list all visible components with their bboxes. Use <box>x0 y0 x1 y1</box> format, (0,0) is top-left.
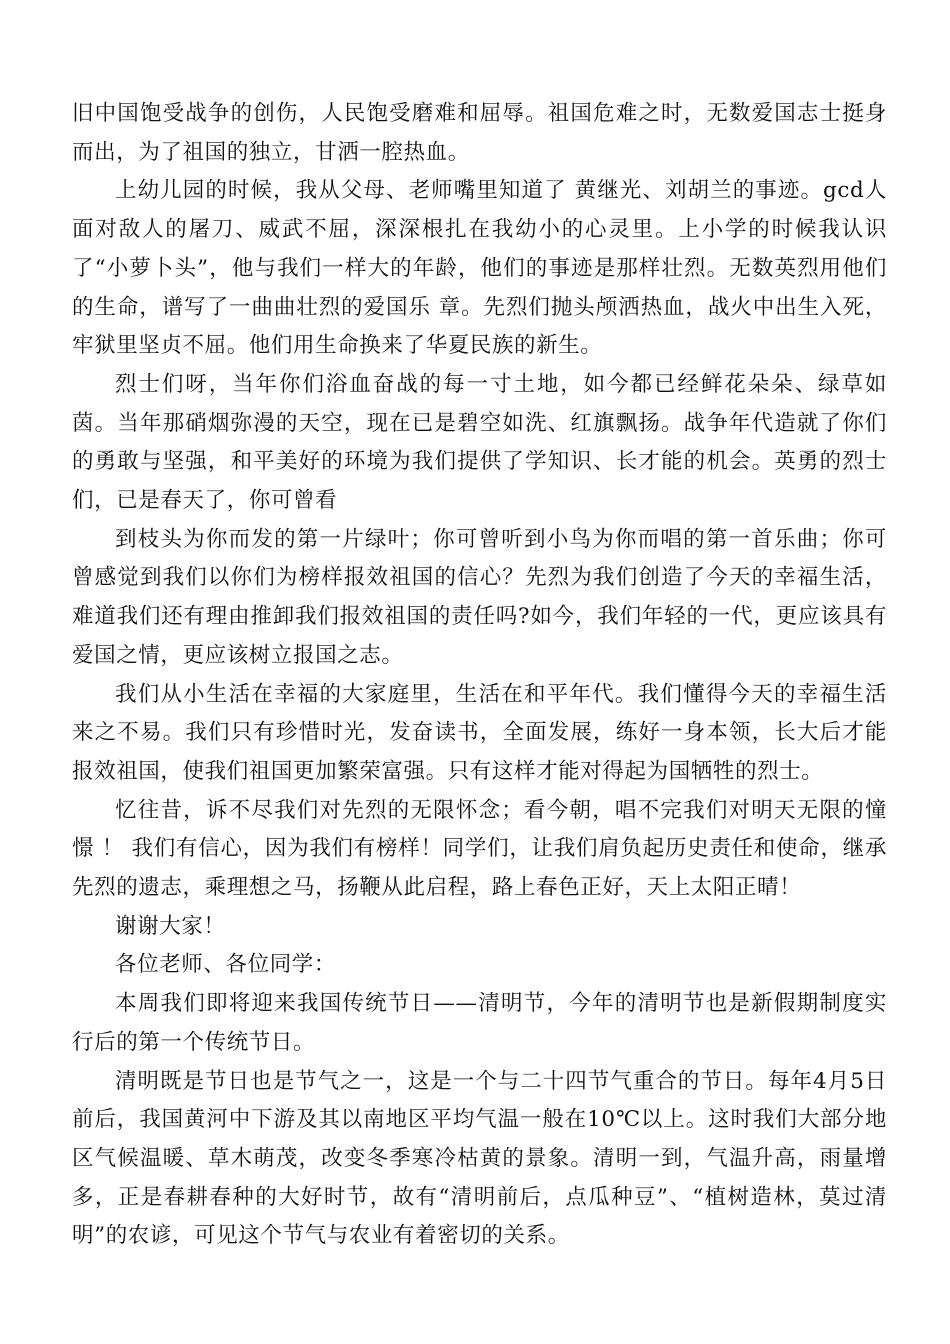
paragraph-6: 忆往昔，诉不尽我们对先烈的无限怀念；看今朝，唱不完我们对明天无限的憧憬 ！ 我们有信心，因为我们有榜样！同学们，让我们肩负起历史责任和使命，继承先烈的遗志，乘理想之马，扬鞭从此启程，路上春色正好，天上太阳正晴！ <box>72 797 887 901</box>
paragraph-3: 烈士们呀，当年你们浴血奋战的每一寸土地，如今都已经鲜花朵朵、绿草如茵。当年那硝烟弥漫的天空，现在已是碧空如洗、红旗飘扬。战争年代造就了你们的勇敢与坚强，和平美好的环境为我们提供了学知识、长才能的机会。英勇的烈士们，已是春天了，你可曾看 <box>72 371 887 514</box>
paragraph-1: 旧中国饱受战争的创伤，人民饱受磨难和屈辱。祖国危难之时，无数爱国志士挺身而出，为了祖国的独立，甘洒一腔热血。 <box>72 101 887 165</box>
paragraph-4: 到枝头为你而发的第一片绿叶；你可曾听到小鸟为你而唱的第一首乐曲；你可曾感觉到我们以你们为榜样报效祖国的信心？先烈为我们创造了今天的幸福生活，难道我们还有理由推卸我们报效祖国的责任吗?如今，我们年轻的一代，更应该具有爱国之情，更应该树立报国之志。 <box>72 526 887 668</box>
paragraph-2: 上幼儿园的时候，我从父母、老师嘴里知道了 黄继光、刘胡兰的事迹。gcd人面对敌人的屠刀、威武不屈，深深根扎在我幼小的心灵里。上小学的时候我认识了“小萝卜头”，他与我们一样大的年龄，他们的事迹是那样壮烈。无数英烈用他们的生命，谱写了一曲曲壮烈的爱国乐 章。先烈们抛头颅洒热血，战火中出生入死，牢狱里坚贞不屈。他们用生命换来了华夏民族的新生。 <box>72 178 887 359</box>
paragraph-10: 清明既是节日也是节气之一，这是一个与二十四节气重合的节日。每年4月5日前后，我国黄河中下游及其以南地区平均气温一般在10℃以上。这时我们大部分地区气候温暖、草木萌茂，改变冬季寒冷枯黄的景象。清明一到，气温升高，雨量增多，正是春耕春种的大好时节，故有“清明前后，点瓜种豆”、“植树造林，莫过清明”的农谚，可见这个节气与农业有着密切的关系。 <box>72 1068 887 1249</box>
paragraph-5: 我们从小生活在幸福的大家庭里，生活在和平年代。我们懂得今天的幸福生活来之不易。我们只有珍惜时光，发奋读书，全面发展，练好一身本领，长大后才能报效祖国，使我们祖国更加繁荣富强。只有这样才能对得起为国牺牲的烈士。 <box>72 681 887 784</box>
paragraph-9: 本周我们即将迎来我国传统节日——清明节，今年的清明节也是新假期制度实行后的第一个传统节日。 <box>72 991 887 1055</box>
document-page <box>72 95 887 1256</box>
paragraph-thanks: 谢谢大家！ <box>115 913 226 939</box>
paragraph-greeting: 各位老师、各位同学： <box>115 952 337 978</box>
